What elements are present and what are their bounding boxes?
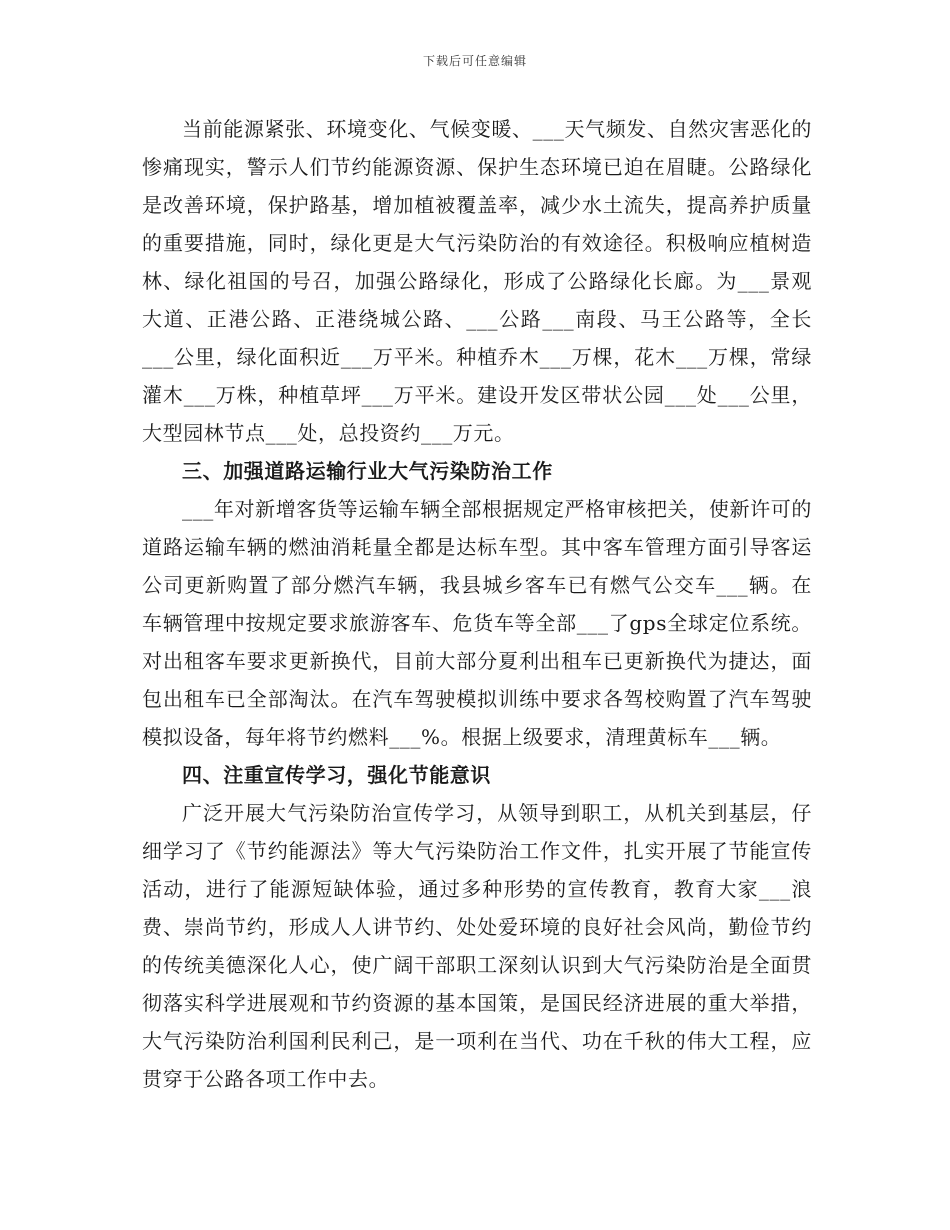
paragraph-transport: ___年对新增客货等运输车辆全部根据规定严格审核把关，使新许可的道路运输车辆的燃油消耗量全都是达标车型。其中客车管理方面引导客运公司更新购置了部分燃汽车辆，我县城乡客车已有燃气公交车___辆。在车辆管理中按规定要求旅游客车、危货车等全部___了gps全球定位系统。对出租客车要求更新换代，目前大部分夏利出租车已更新换代为捷达，面包出租车已全部淘汰。在汽车驾驶模拟训练中要求各驾校购置了汽车驾驶模拟设备，每年将节约燃料___%。根据上级要求，清理黄标车___辆。 [142,497,812,749]
section-heading-3: 三、加强道路运输行业大气污染防治工作 [182,459,553,483]
page-header-note: 下载后可任意编辑 [422,54,527,68]
paragraph-greening: 当前能源紧张、环境变化、气候变暖、___天气频发、自然灾害恶化的惨痛现实，警示人们节约能源资源、保护生态环境已迫在眉睫。公路绿化是改善环境，保护路基，增加植被覆盖率，减少水土流失，提高养护质量的重要措施，同时，绿化更是大气污染防治的有效途径。积极响应植树造林、绿化祖国的号召，加强公路绿化，形成了公路绿化长廊。为___景观大道、正港公路、正港绕城公路、___公路___南段、马王公路等，全长___公里，绿化面积近___万平米。种植乔木___万棵，花木___万棵，常绿灌木___万株，种植草坪___万平米。建设开发区带状公园___处___公里，大型园林节点___处，总投资约___万元。 [142,117,812,445]
paragraph-publicity: 广泛开展大气污染防治宣传学习，从领导到职工，从机关到基层，仔细学习了《节约能源法》等大气污染防治工作文件，扎实开展了节能宣传活动，进行了能源短缺体验，通过多种形势的宣传教育，教育大家___浪费、崇尚节约，形成人人讲节约、处处爱环境的良好社会风尚，勤俭节约的传统美德深化人心，使广阔干部职工深刻认识到大气污染防治是全面贯彻落实科学进展观和节约资源的基本国策，是国民经济进展的重大举措，大气污染防治利国利民利己，是一项利在当代、功在千秋的伟大工程，应贯穿于公路各项工作中去。 [142,801,812,1091]
section-heading-4: 四、注重宣传学习，强化节能意识 [182,763,491,787]
document-body [142,110,812,1098]
